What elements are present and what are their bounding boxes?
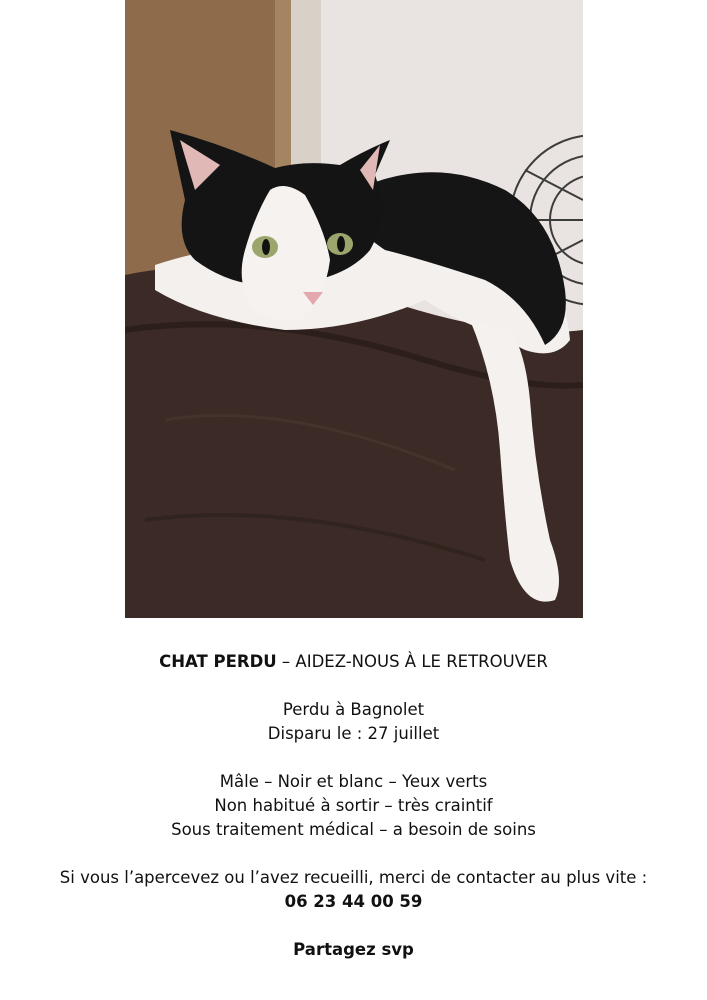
share-text: Partagez svp [293,940,414,959]
cat-photo [125,0,583,618]
headline-rest: – AIDEZ-NOUS À LE RETROUVER [276,652,548,671]
headline [0,650,707,674]
headline-bold: CHAT PERDU [159,652,277,671]
cat-photo-illustration [125,0,583,618]
location-info [0,698,707,746]
detail-line: Non habitué à sortir – très craintif [214,796,493,815]
detail-line: Sous traitement médical – a besoin de soins [171,820,536,839]
lost-date: Disparu le : 27 juillet [267,724,440,743]
detail-line: Mâle – Noir et blanc – Yeux verts [219,772,488,791]
lost-place: Perdu à Bagnolet [282,700,425,719]
contact-phone[interactable]: 06 23 44 00 59 [284,892,423,911]
contact-message: Si vous l’apercevez ou l’avez recueilli, merci de contacter au plus vite : [59,868,648,887]
cat-details [0,770,707,842]
contact-info [0,866,707,914]
share-request [0,938,707,962]
